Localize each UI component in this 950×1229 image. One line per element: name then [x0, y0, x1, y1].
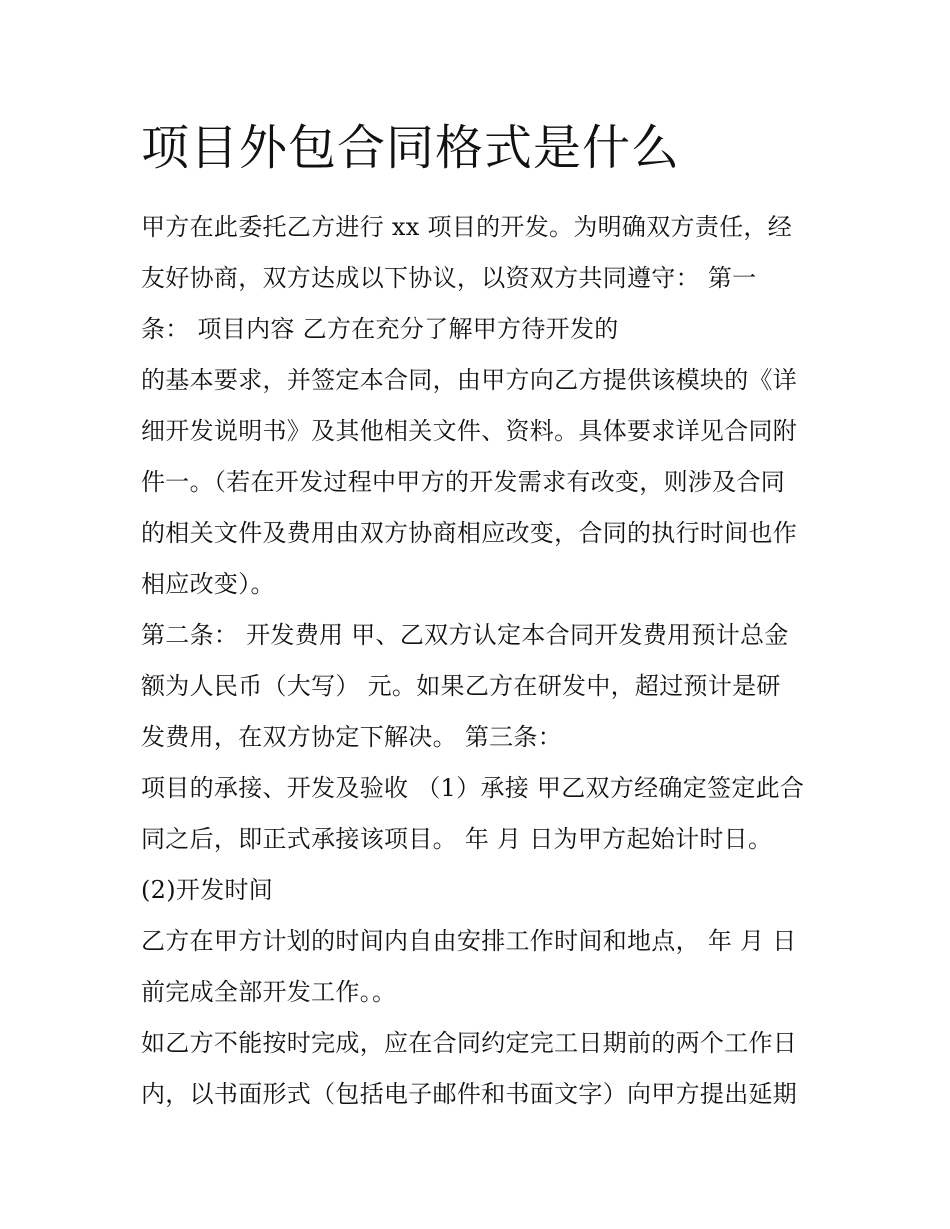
body-line: 友好协商，双方达成以下协议，以资双方共同遵守： 第一 — [141, 264, 757, 292]
body-line: 如乙方不能按时完成，应在合同约定完工日期前的两个工作日 — [141, 1029, 798, 1057]
body-line: 的基本要求，并签定本合同，由甲方向乙方提供该模块的《详 — [141, 366, 798, 394]
body-line: 前完成全部开发工作。。 — [141, 978, 397, 1006]
body-line: 第二条： 开发费用 甲、乙双方认定本合同开发费用预计总金 — [141, 621, 789, 649]
document-body — [141, 202, 821, 1120]
body-line: 件一。（若在开发过程中甲方的开发需求有改变，则涉及合同 — [141, 468, 786, 496]
document-content — [141, 118, 821, 1120]
document-title: 项目外包合同格式是什么 — [141, 120, 681, 176]
body-line: 条： 项目内容 乙方在充分了解甲方待开发的 — [141, 315, 619, 343]
body-line: 的相关文件及费用由双方协商相应改变，合同的执行时间也作 — [141, 519, 798, 547]
body-line: 发费用，在双方协定下解决。 第三条： — [141, 723, 563, 751]
body-line: (2)开发时间 — [141, 876, 274, 904]
body-line: 同之后，即正式承接该项目。 年 月 日为甲方起始计时日。 — [141, 825, 773, 853]
body-line: 细开发说明书》及其他相关文件、资料。具体要求详见合同附 — [141, 417, 798, 445]
body-line: 乙方在甲方计划的时间内自由安排工作时间和地点， 年 月 日 — [141, 927, 797, 955]
body-line: 项目的承接、开发及验收 （1）承接 甲乙双方经确定签定此合 — [141, 774, 805, 802]
body-line: 甲方在此委托乙方进行 xx 项目的开发。为明确双方责任，经 — [141, 213, 793, 241]
body-line: 内，以书面形式（包括电子邮件和书面文字）向甲方提出延期 — [141, 1080, 798, 1108]
body-line: 相应改变）。 — [141, 570, 275, 598]
body-line: 额为人民币（大写） 元。如果乙方在研发中，超过预计是研 — [141, 672, 781, 700]
